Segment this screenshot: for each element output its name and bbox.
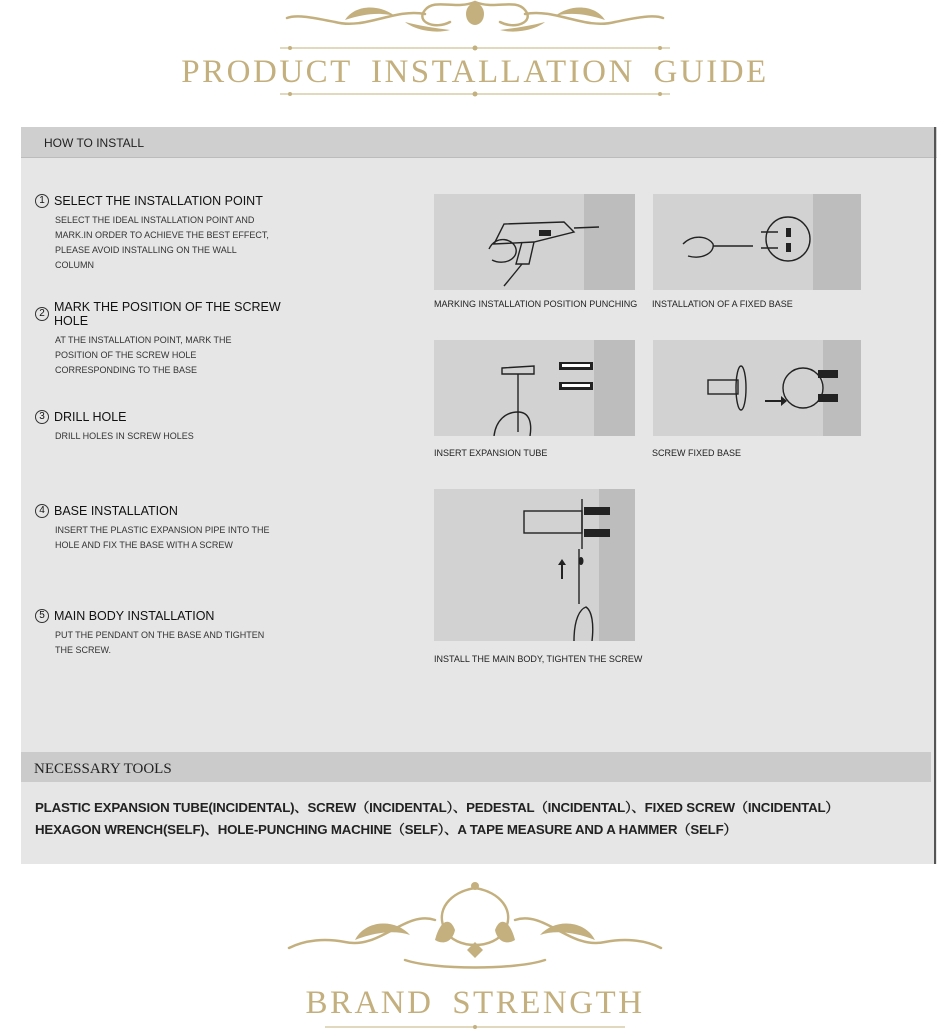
- panel-header: [21, 127, 937, 158]
- caption-3: INSERT EXPANSION TUBE: [434, 448, 548, 458]
- main-body-illustration: [434, 489, 635, 641]
- step-number: 4: [35, 504, 49, 518]
- step-1: [35, 194, 305, 273]
- step-description: INSERT THE PLASTIC EXPANSION PIPE INTO THE HOLE AND FIX THE BASE WITH A SCREW: [55, 525, 270, 550]
- fixed-base-illustration: [653, 340, 861, 436]
- tools-header: [21, 752, 931, 782]
- step-title: MAIN BODY INSTALLATION: [54, 609, 215, 623]
- title-bottom-rule: [0, 90, 950, 98]
- page-title: PRODUCT INSTALLATION GUIDE: [181, 54, 769, 90]
- step-description: DRILL HOLES IN SCREW HOLES: [55, 431, 194, 441]
- hammer-icon: [434, 340, 635, 436]
- screwdriver-illustration: [653, 194, 861, 290]
- step-description: PUT THE PENDANT ON THE BASE AND TIGHTEN THE SCREW.: [55, 630, 265, 655]
- top-ornament: [0, 0, 950, 44]
- step-title: SELECT THE INSTALLATION POINT: [54, 194, 263, 208]
- brand-title: BRAND STRENGTH: [305, 985, 645, 1021]
- caption-2: INSTALLATION OF A FIXED BASE: [652, 299, 793, 309]
- step-number: 2: [35, 307, 49, 321]
- fixed-base-icon: [653, 340, 861, 436]
- drill-icon: [434, 194, 635, 290]
- brand-bottom-rule: [0, 1024, 950, 1030]
- step-5: [35, 609, 305, 658]
- main-body-icon: [434, 489, 635, 641]
- tools-heading: NECESSARY TOOLS: [34, 761, 172, 777]
- caption-4: SCREW FIXED BASE: [652, 448, 742, 458]
- caption-5: INSTALL THE MAIN BODY, TIGHTEN THE SCREW: [434, 654, 643, 664]
- hammer-illustration: [434, 340, 635, 436]
- tools-line-1: PLASTIC EXPANSION TUBE(INCIDENTAL)、SCREW（INCIDENTAL）、PEDESTAL（INCIDENTAL）、FIXED SCREW（INCIDENTAL）: [35, 800, 839, 815]
- step-title: DRILL HOLE: [54, 410, 127, 424]
- bottom-ornament: [0, 880, 950, 980]
- step-number: 1: [35, 194, 49, 208]
- step-title: BASE INSTALLATION: [54, 504, 178, 518]
- screwdriver-icon: [653, 194, 861, 290]
- step-3: [35, 410, 305, 444]
- panel-heading: HOW TO INSTALL: [44, 136, 145, 150]
- step-description: AT THE INSTALLATION POINT, MARK THE POSITION OF THE SCREW HOLE CORRESPONDING TO THE BASE: [55, 335, 232, 375]
- step-description: SELECT THE IDEAL INSTALLATION POINT AND MARK.IN ORDER TO ACHIEVE THE BEST EFFECT, PLEASE AVOID INSTALLING ON THE WALL COLUMN: [55, 215, 269, 270]
- caption-1: MARKING INSTALLATION POSITION PUNCHING: [434, 299, 638, 309]
- step-2: [35, 300, 305, 378]
- step-4: [35, 504, 305, 553]
- step-title: MARK THE POSITION OF THE SCREW HOLE: [54, 300, 281, 328]
- drill-illustration: [434, 194, 635, 290]
- title-top-rule: [0, 44, 950, 52]
- tools-line-2: HEXAGON WRENCH(SELF)、HOLE-PUNCHING MACHINE（SELF）、A TAPE MEASURE AND A HAMMER（SELF）: [35, 822, 737, 837]
- panel-edge: [934, 127, 936, 864]
- step-number: 5: [35, 609, 49, 623]
- step-number: 3: [35, 410, 49, 424]
